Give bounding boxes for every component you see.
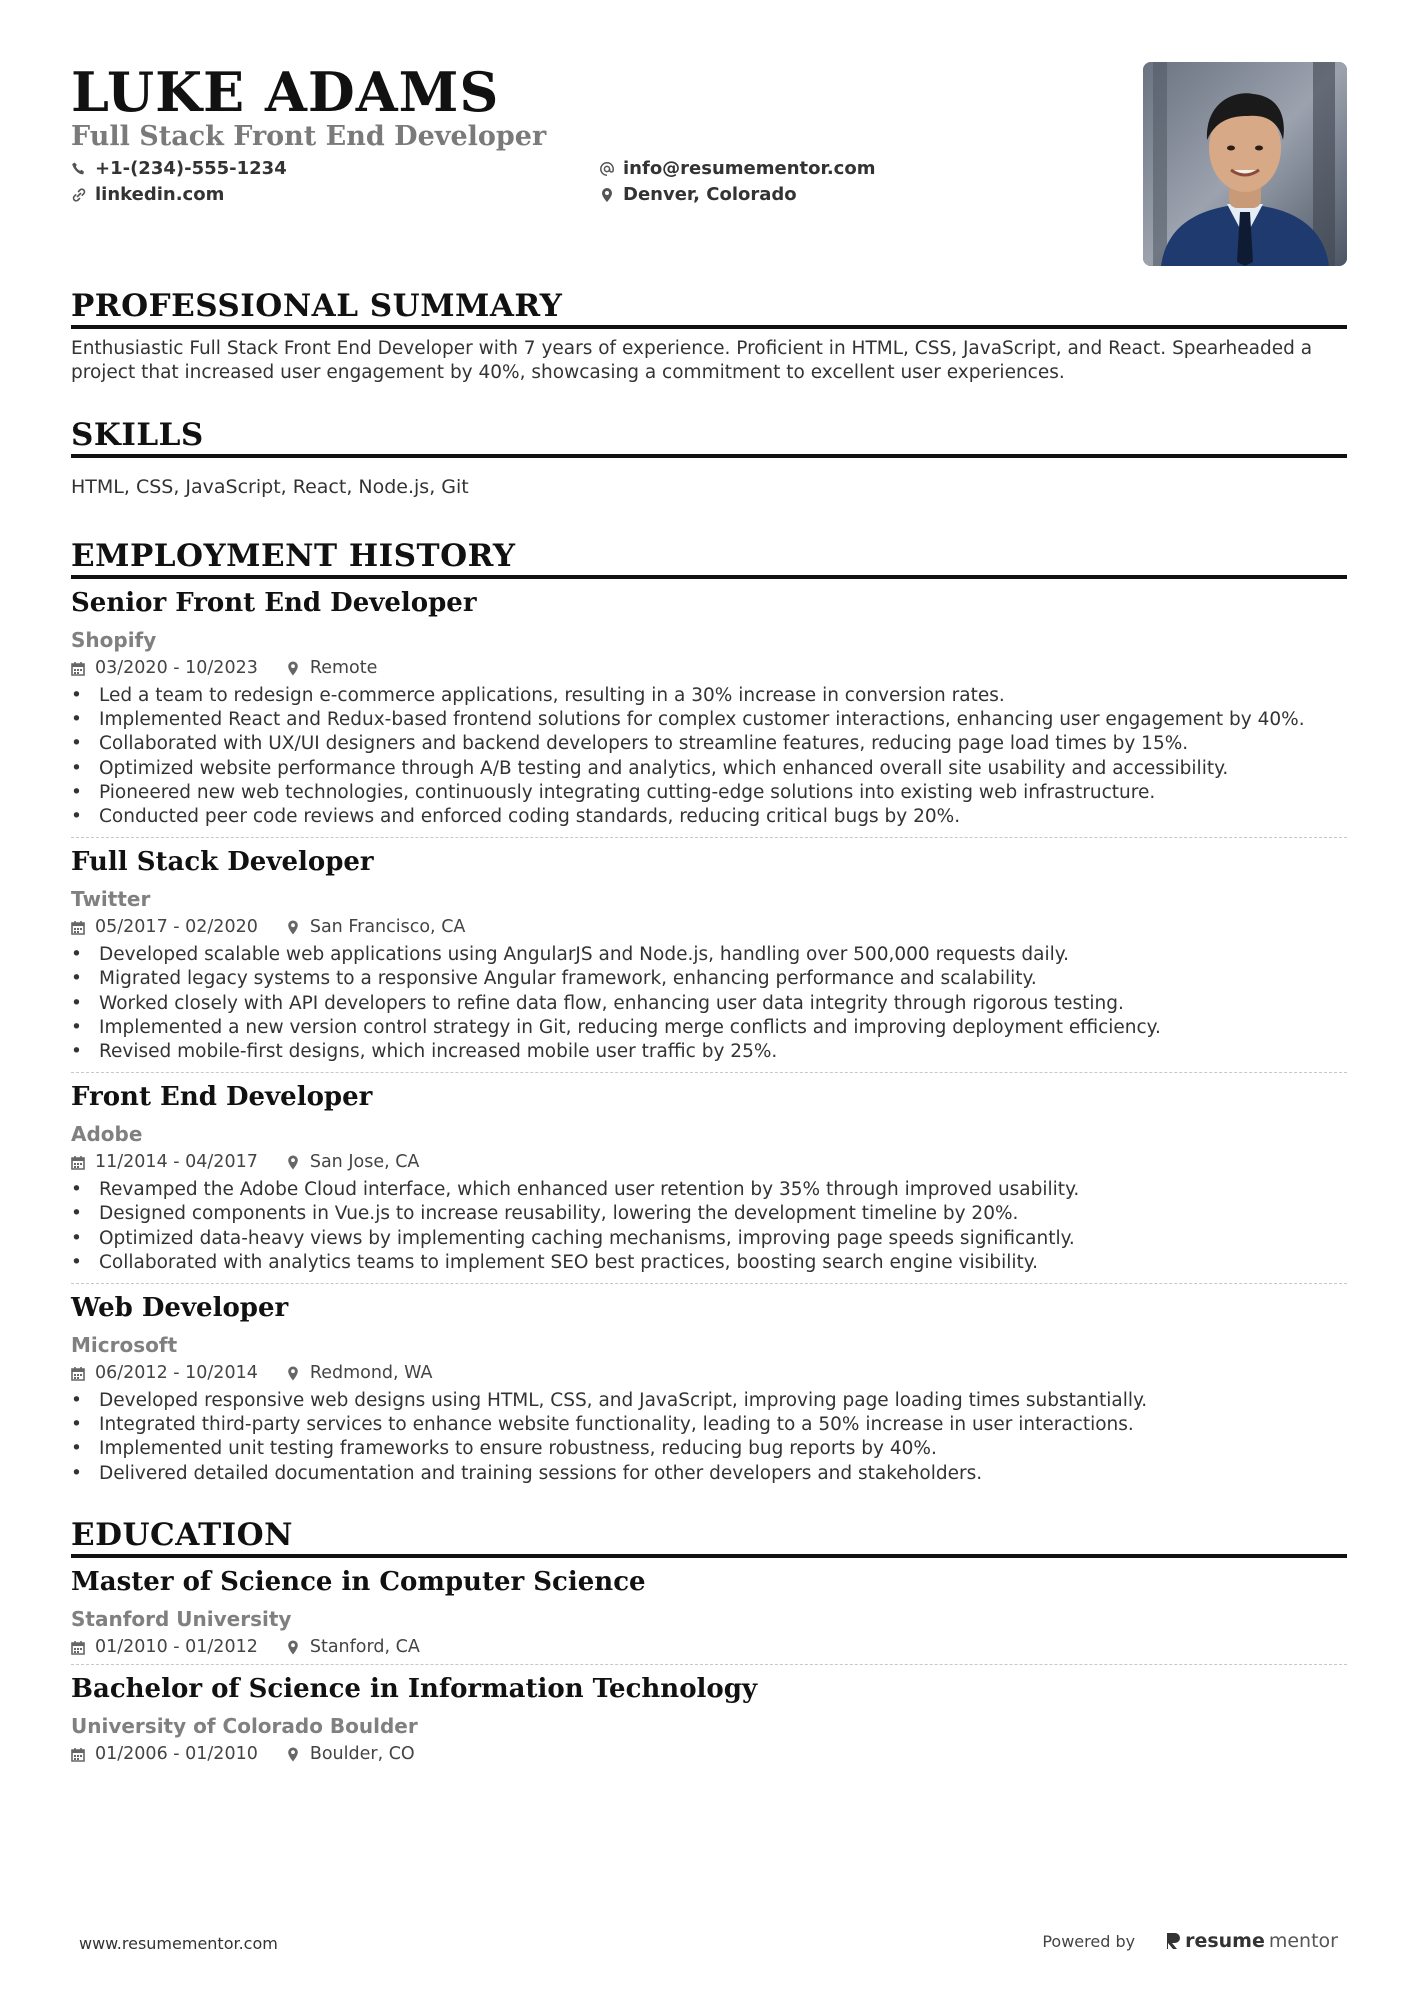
location-pin-icon [286, 1155, 300, 1170]
contact-linkedin-text: linkedin.com [95, 184, 225, 205]
education-location-text: Stanford, CA [309, 1637, 420, 1657]
location-pin-icon [286, 920, 300, 935]
resumementor-logo-icon [1165, 1931, 1181, 1951]
list-item: • Optimized data-heavy views by implementing caching mechanisms, improving page speeds significantly. [71, 1227, 1347, 1251]
education-section [71, 1517, 1347, 1771]
candidate-role: Full Stack Front End Developer [71, 121, 547, 152]
education-location [286, 1636, 420, 1658]
link-icon [71, 187, 87, 203]
location-pin-icon [286, 1366, 300, 1381]
education-meta [71, 1743, 1347, 1765]
job-meta [71, 1151, 1347, 1173]
school-name: University of Colorado Boulder [71, 1714, 418, 1738]
candidate-name: LUKE ADAMS [71, 60, 500, 124]
job-location [286, 1151, 420, 1173]
contact-phone-text: +1-(234)-555-1234 [95, 158, 287, 179]
job-location-text: Redmond, WA [309, 1363, 433, 1384]
job-bullets [71, 1389, 1347, 1486]
job-bullets [71, 943, 1347, 1064]
job-title: Senior Front End Developer [71, 588, 477, 618]
job-dates [71, 1151, 258, 1173]
job-dates-text: 06/2012 - 10/2014 [95, 1363, 258, 1384]
list-item: • Collaborated with UX/UI designers and backend developers to streamline features, reducing page load times by 15%. [71, 732, 1347, 756]
job-company: Shopify [71, 628, 157, 652]
job-meta [71, 1362, 1347, 1384]
job-location-text: Remote [309, 658, 378, 678]
contact-phone[interactable] [71, 158, 287, 179]
degree-title: Bachelor of Science in Information Technology [71, 1674, 758, 1704]
job-location [286, 657, 378, 679]
calendar-icon [71, 661, 85, 676]
school-name: Stanford University [71, 1607, 292, 1631]
job-dates-text: 03/2020 - 10/2023 [95, 658, 258, 678]
contact-linkedin[interactable] [71, 184, 224, 205]
phone-icon [71, 161, 87, 177]
contact-location-text: Denver, Colorado [623, 184, 797, 205]
education-title: EDUCATION [71, 1517, 1347, 1558]
job-dates [71, 657, 258, 679]
list-item: • Migrated legacy systems to a responsive Angular framework, enhancing performance and scalability. [71, 967, 1347, 991]
job-dates [71, 916, 258, 938]
location-pin-icon [599, 187, 615, 203]
job-bullets [71, 684, 1347, 829]
job-location [286, 1362, 433, 1384]
job-location [286, 916, 466, 938]
skills-text: HTML, CSS, JavaScript, React, Node.js, Git [71, 476, 469, 498]
list-item: • Revamped the Adobe Cloud interface, which enhanced user retention by 35% through improved usability. [71, 1178, 1347, 1202]
degree-title: Master of Science in Computer Science [71, 1567, 646, 1597]
education-dates [71, 1743, 258, 1765]
job-entry [71, 837, 1347, 1064]
education-entry [71, 1558, 1347, 1664]
profile-photo-illustration [1143, 62, 1347, 266]
job-title: Web Developer [71, 1293, 289, 1324]
list-item: • Implemented unit testing frameworks to ensure robustness, reducing bug reports by 40%. [71, 1437, 1347, 1461]
calendar-icon [71, 1155, 85, 1170]
job-title: Front End Developer [71, 1082, 373, 1113]
education-location [286, 1743, 415, 1765]
list-item: • Implemented a new version control strategy in Git, reducing merge conflicts and improving deployment efficiency. [71, 1016, 1347, 1040]
skills-title: SKILLS [71, 417, 1347, 458]
education-dates [71, 1636, 258, 1658]
job-entry [71, 1072, 1347, 1275]
brand-light: mentor [1268, 1930, 1338, 1952]
list-item: • Collaborated with analytics teams to implement SEO best practices, boosting search engine visibility. [71, 1251, 1347, 1275]
footer-website[interactable]: www.resumementor.com [79, 1934, 278, 1953]
calendar-icon [71, 1640, 85, 1655]
footer-powered-by [1042, 1930, 1338, 1952]
job-location-text: San Francisco, CA [309, 917, 466, 938]
education-meta [71, 1636, 1347, 1658]
list-item: • Optimized website performance through A/B testing and analytics, which enhanced overall site usability and accessibility. [71, 757, 1347, 781]
profile-photo [1143, 62, 1347, 266]
list-item: • Worked closely with API developers to refine data flow, enhancing user data integrity through rigorous testing. [71, 992, 1347, 1016]
list-item: • Revised mobile-first designs, which increased mobile user traffic by 25%. [71, 1040, 1347, 1064]
job-dates [71, 1362, 258, 1384]
list-item: • Implemented React and Redux-based frontend solutions for complex customer interactions, enhancing user engagement by 40%. [71, 708, 1347, 732]
job-meta [71, 657, 1347, 679]
education-dates-text: 01/2010 - 01/2012 [95, 1637, 258, 1657]
job-bullets [71, 1178, 1347, 1275]
location-pin-icon [286, 661, 300, 676]
contact-email[interactable] [599, 158, 875, 179]
contact-location [599, 184, 797, 205]
job-entry [71, 579, 1347, 829]
employment-title: EMPLOYMENT HISTORY [71, 538, 1347, 579]
summary-section [71, 288, 1347, 385]
brand-bold: resume [1185, 1930, 1265, 1952]
powered-by-label: Powered by [1042, 1931, 1136, 1951]
education-dates-text: 01/2006 - 01/2010 [95, 1744, 258, 1764]
education-entry [71, 1664, 1347, 1771]
contact-block [71, 158, 876, 214]
job-location-text: San Jose, CA [309, 1152, 420, 1173]
contact-email-text: info@resumementor.com [623, 158, 876, 179]
job-company: Adobe [71, 1122, 143, 1147]
job-company: Twitter [71, 887, 151, 912]
list-item: • Integrated third-party services to enhance website functionality, leading to a 50% increase in user interactions. [71, 1413, 1347, 1437]
list-item: • Delivered detailed documentation and training sessions for other developers and stakeholders. [71, 1462, 1347, 1486]
list-item: • Developed scalable web applications using AngularJS and Node.js, handling over 500,000 requests daily. [71, 943, 1347, 967]
job-title: Full Stack Developer [71, 847, 374, 878]
list-item: • Pioneered new web technologies, continuously integrating cutting-edge solutions into existing web infrastructure. [71, 781, 1347, 805]
brand-logo[interactable] [1165, 1930, 1338, 1952]
list-item: • Developed responsive web designs using HTML, CSS, and JavaScript, improving page loading times substantially. [71, 1389, 1347, 1413]
list-item: • Led a team to redesign e-commerce applications, resulting in a 30% increase in conversion rates. [71, 684, 1347, 708]
calendar-icon [71, 1747, 85, 1762]
job-entry [71, 1283, 1347, 1486]
summary-title: PROFESSIONAL SUMMARY [71, 288, 1347, 329]
summary-text: Enthusiastic Full Stack Front End Developer with 7 years of experience. Proficient in HTML, CSS, JavaScript, and React. Spearheaded a project that increased user engagement by 40%, showcasing a commitment to excellent user experiences. [71, 338, 1313, 383]
employment-section [71, 538, 1347, 1494]
list-item: • Conducted peer code reviews and enforced coding standards, reducing critical bugs by 20%. [71, 805, 1347, 829]
resume-header [71, 62, 1347, 214]
skills-section [71, 417, 1347, 498]
job-meta [71, 916, 1347, 938]
job-dates-text: 11/2014 - 04/2017 [95, 1152, 258, 1173]
education-location-text: Boulder, CO [309, 1744, 415, 1764]
location-pin-icon [286, 1747, 300, 1762]
job-company: Microsoft [71, 1333, 178, 1358]
job-dates-text: 05/2017 - 02/2020 [95, 917, 258, 938]
list-item: • Designed components in Vue.js to increase reusability, lowering the development timeline by 20%. [71, 1202, 1347, 1226]
calendar-icon [71, 1366, 85, 1381]
at-icon [599, 161, 615, 177]
location-pin-icon [286, 1640, 300, 1655]
calendar-icon [71, 920, 85, 935]
